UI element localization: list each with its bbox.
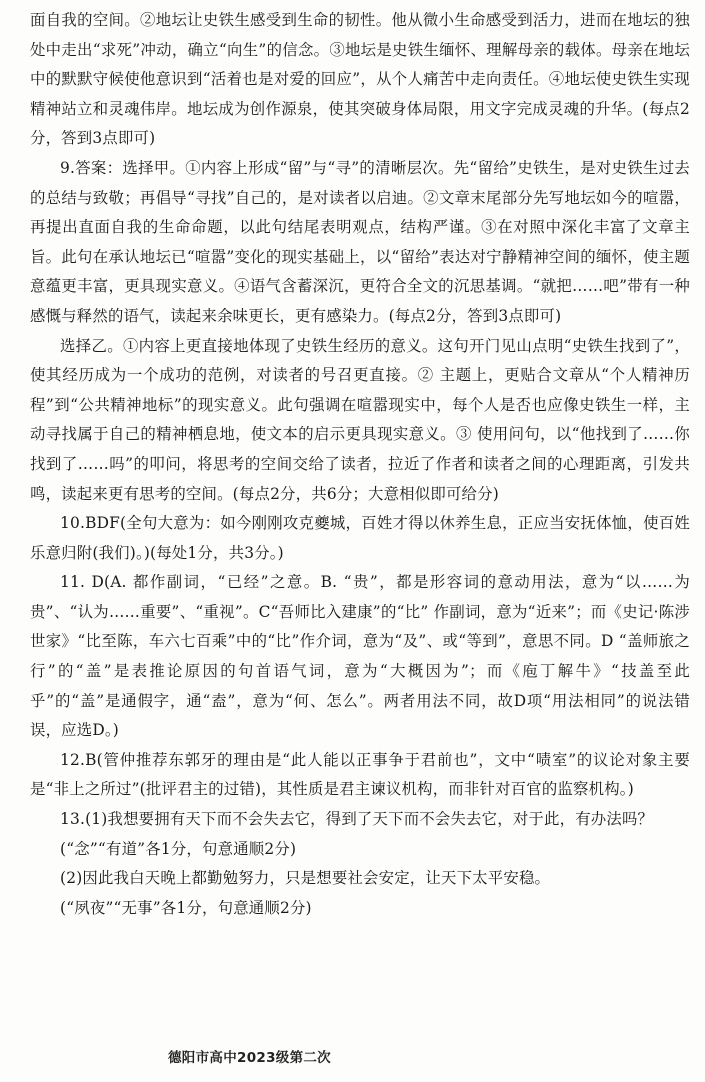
page-footer: 德阳市高中2023级第二次 (168, 1050, 331, 1066)
answer-key-body (30, 6, 690, 923)
paragraph-q9-option-b: 选择乙。①内容上更直接地体现了史铁生经历的意义。这句开门见山点明“史铁生找到了”，使其经历成为一个成功的范例，对读者的号召更直接。② 主题上，更贴合文章从“个人精神历程”到“公共精神地标”的现实意义。此句强调在喧嚣现实中，每个人是否也应像史铁生一样，主动寻找属于自己的精神栖息地，使文本的启示更具现实意义。③ 使用问句，以“他找到了……你找到了……吗”的叩问，将思考的空间交给了读者，拉近了作者和读者之间的心理距离，引发共鸣，读起来更有思考的空间。(每点2分，共6分；大意相似即可给分) (30, 336, 690, 503)
paragraph-q11: 11. D(A. 都作副词，“已经”之意。B. “贵”，都是形容词的意动用法，意为“以……为贵”、“认为……重要”、“重视”。C“吾师比入建康”的“比” 作副词，意为“近来”；而《史记·陈涉世家》“比至陈，车六七百乘”中的“比”作介词，意为“及”、或“等到”，意思不同。D “盖师旅之行”的“盖”是表推论原因的句首语气词，意为“大概因为”；而《庖丁解牛》“技盖至此乎”的“盖”是通假字，通“盍”，意为“何、怎么”。两者用法不同，故D项“用法相同”的说法错误，应选D。) (30, 573, 690, 740)
paragraph-q13-part1-scoring: (“念”“有道”各1分，句意通顺2分) (60, 839, 297, 858)
paragraph-q9-option-a: 9.答案：选择甲。①内容上形成“留”与“寻”的清晰层次。先“留给”史铁生，是对史铁生过去的总结与致敬；再倡导“寻找”自己的，是对读者以启迪。②文章末尾部分先写地坛如今的喧嚣，再提出直面自我的生命命题，以此句结尾表明观点，结构严谨。③在对照中深化丰富了文章主旨。此句在承认地坛已“喧嚣”变化的现实基础上，以“留给”表达对宁静精神空间的缅怀，使主题意蕴更丰富，更具现实意义。④语气含蓄深沉，更符合全文的沉思基调。“就把……吧”带有一种感慨与释然的语气，读起来余味更长，更有感染力。(每点2分，答到3点即可) (30, 158, 690, 325)
paragraph-q10: 10.BDF(全句大意为：如今刚刚攻克夔城，百姓才得以休养生息，正应当安抚体恤，使百姓乐意归附(我们)。)(每处1分，共3分。) (30, 514, 690, 562)
paragraph-q13-part1: 13.(1)我想要拥有天下而不会失去它，得到了天下而不会失去它，对于此，有办法吗？ (60, 810, 654, 829)
paragraph-q8-continued: 面自我的空间。②地坛让史铁生感受到生命的韧性。他从微小生命感受到活力，进而在地坛的独处中走出“求死”冲动，确立“向生”的信念。③地坛是史铁生缅怀、理解母亲的载体。母亲在地坛中的默默守候使他意识到“活着也是对爱的回应”，从个人痛苦中走向责任。④地坛使史铁生实现精神站立和灵魂伟岸。地坛成为创作源泉，使其突破身体局限，用文字完成灵魂的升华。(每点2分，答到3点即可) (30, 11, 690, 148)
paragraph-q13-part2: (2)因此我白天晚上都勤勉努力，只是想要社会安定，让天下太平安稳。 (60, 869, 551, 888)
paragraph-q13-part2-scoring: (“夙夜”“无事”各1分，句意通顺2分) (60, 898, 312, 917)
paragraph-q12: 12.B(管仲推荐东郭牙的理由是“此人能以正事争于君前也”，文中“啧室”的议论对象主要是“非上之所过”(批评君主的过错)，其性质是君主谏议机构，而非针对百官的监察机构。) (30, 750, 690, 799)
